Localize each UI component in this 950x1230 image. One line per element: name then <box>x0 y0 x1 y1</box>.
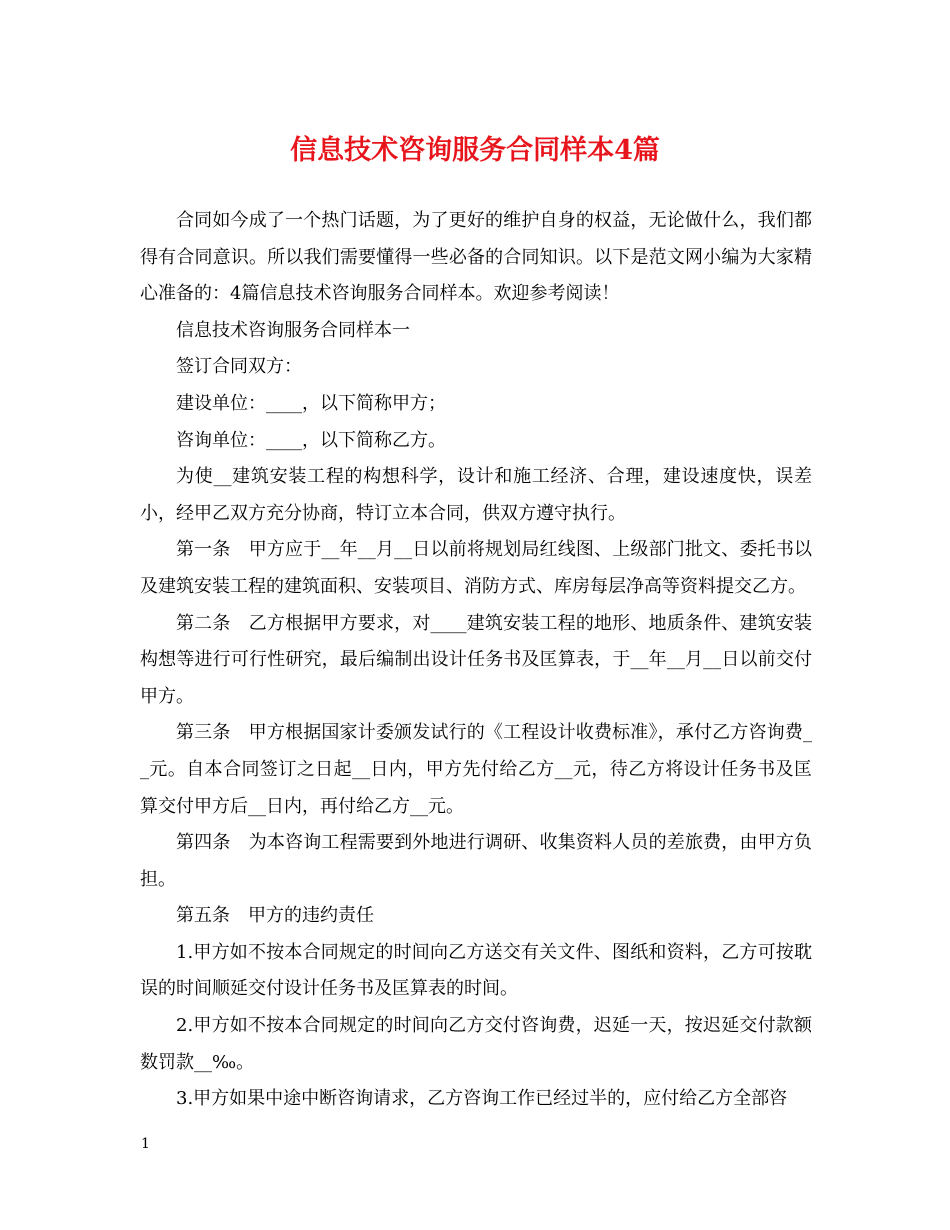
paragraph-parties-heading: 签订合同双方： <box>176 356 302 378</box>
document-title: 信息技术咨询服务合同样本4篇 <box>290 135 660 166</box>
paragraph-article-1: 第一条 甲方应于__年__月__日以前将规划局红线图、上级部门批文、委托书以及建筑安装工程的建筑面积、安装项目、消防方式、库房每层净高等资料提交乙方。 <box>140 539 812 597</box>
page-number: 1 <box>141 1136 150 1152</box>
paragraph-clause-3: 3.甲方如果中途中断咨询请求，乙方咨询工作已经过半的，应付给乙方全部咨 <box>176 1088 788 1110</box>
paragraph-clause-1: 1.甲方如不按本合同规定的时间向乙方送交有关文件、图纸和资料，乙方可按耽误的时间顺延交付设计任务书及匡算表的时间。 <box>140 941 812 1000</box>
paragraph-party-b: 咨询单位：____，以下简称乙方。 <box>176 429 446 451</box>
paragraph-article-2: 第二条 乙方根据甲方要求，对____建筑安装工程的地形、地质条件、建筑安装构想等进行可行性研究，最后编制出设计任务书及匡算表，于__年__月__日以前交付甲方。 <box>140 612 812 707</box>
paragraph-party-a: 建设单位：____，以下简称甲方； <box>176 392 446 414</box>
document-body <box>140 203 812 1118</box>
paragraph-article-5: 第五条 甲方的违约责任 <box>176 905 374 927</box>
paragraph-sample-heading: 信息技术咨询服务合同样本一 <box>176 319 410 341</box>
paragraph-purpose: 为使__建筑安装工程的构想科学，设计和施工经济、合理，建设速度快，误差小，经甲乙双方充分协商，特订立本合同，供双方遵守执行。 <box>140 466 812 524</box>
paragraph-article-3: 第三条 甲方根据国家计委颁发试行的《工程设计收费标准》，承付乙方咨询费__元。自本合同签订之日起__日内，甲方先付给乙方__元，待乙方将设计任务书及匡算交付甲方后__日内，再付给乙方__元。 <box>140 722 812 817</box>
paragraph-article-4: 第四条 为本咨询工程需要到外地进行调研、收集资料人员的差旅费，由甲方负担。 <box>140 832 812 890</box>
paragraph-intro: 合同如今成了一个热门话题，为了更好的维护自身的权益，无论做什么，我们都得有合同意识。所以我们需要懂得一些必备的合同知识。以下是范文网小编为大家精心准备的：4篇信息技术咨询服务合同样本。欢迎参考阅读！ <box>140 210 812 305</box>
paragraph-clause-2: 2.甲方如不按本合同规定的时间向乙方交付咨询费，迟延一天，按迟延交付款额数罚款__‰。 <box>140 1015 812 1073</box>
